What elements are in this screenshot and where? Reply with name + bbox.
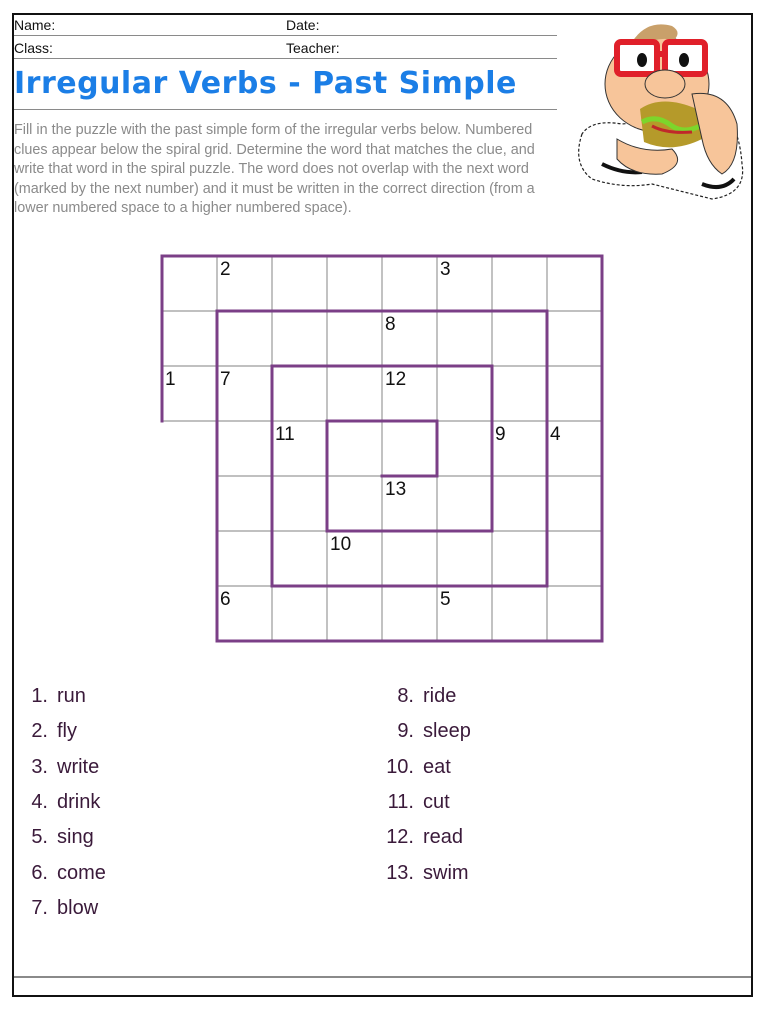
clue-item bbox=[376, 685, 456, 708]
clue-item bbox=[376, 791, 450, 814]
clue-item bbox=[20, 862, 106, 885]
clue-word: blow bbox=[57, 896, 99, 919]
clue-item bbox=[20, 897, 98, 920]
cell-number: 11 bbox=[275, 424, 295, 445]
cell-number: 5 bbox=[440, 589, 451, 610]
clue-item bbox=[20, 826, 94, 849]
clue-word: swim bbox=[423, 861, 469, 884]
cell-number: 1 bbox=[165, 369, 176, 390]
cell-number: 9 bbox=[495, 424, 506, 445]
cell-number: 12 bbox=[385, 369, 407, 390]
cell-number: 8 bbox=[385, 314, 396, 335]
clue-item bbox=[20, 756, 99, 779]
date-label: Date: bbox=[286, 17, 320, 33]
clue-number: 10. bbox=[386, 755, 414, 778]
clue-number: 7. bbox=[31, 896, 48, 919]
cell-number: 3 bbox=[440, 259, 451, 280]
clue-number: 2. bbox=[31, 720, 48, 743]
clue-word: fly bbox=[57, 720, 77, 743]
clue-number: 8. bbox=[397, 685, 414, 707]
clue-item bbox=[20, 791, 100, 814]
clue-word: ride bbox=[423, 685, 457, 707]
cell-number: 6 bbox=[220, 589, 231, 610]
clue-word: write bbox=[57, 755, 100, 778]
clue-word: read bbox=[423, 826, 464, 849]
name-label: Name: bbox=[14, 17, 56, 33]
cell-number: 13 bbox=[385, 479, 407, 500]
clue-item bbox=[376, 862, 469, 885]
clue-word: come bbox=[57, 861, 106, 884]
clue-word: cut bbox=[423, 790, 450, 813]
clue-number: 13. bbox=[386, 861, 414, 884]
clue-word: run bbox=[57, 685, 86, 707]
cell-number: 10 bbox=[330, 534, 352, 555]
cell-number: 2 bbox=[220, 259, 231, 280]
clue-number: 3. bbox=[31, 755, 48, 778]
clue-item bbox=[20, 720, 77, 743]
teacher-label: Teacher: bbox=[286, 40, 340, 56]
clue-number: 4. bbox=[31, 790, 48, 813]
clue-item bbox=[376, 720, 471, 743]
class-label: Class: bbox=[14, 40, 53, 56]
clue-word: drink bbox=[57, 790, 101, 813]
footer-line bbox=[14, 976, 751, 978]
clue-item bbox=[376, 756, 451, 779]
clue-word: sleep bbox=[423, 720, 471, 743]
clue-number: 12. bbox=[386, 826, 414, 849]
clue-word: eat bbox=[423, 755, 451, 778]
clue-number: 1. bbox=[31, 685, 48, 707]
cell-number: 7 bbox=[220, 369, 231, 390]
clue-word: sing bbox=[57, 826, 94, 849]
instructions-text: Fill in the puzzle with the past simple form of the irregular verbs below. Numbered clues appear below the spiral grid. Determine the word that matches the clue, and write that word in the spiral puzzle. The word does not overlap with the next word (marked by the next number) and it must be written in the correct direction (from a lower numbered space to a higher numbered space). bbox=[14, 122, 535, 217]
clue-number: 9. bbox=[397, 720, 414, 743]
clue-item bbox=[20, 685, 86, 708]
page-title: Irregular Verbs - Past Simple bbox=[14, 66, 517, 101]
clue-number: 11. bbox=[387, 790, 414, 813]
clue-number: 6. bbox=[31, 861, 48, 884]
clue-item bbox=[376, 826, 463, 849]
cell-number: 4 bbox=[550, 424, 561, 445]
clue-number: 5. bbox=[31, 826, 48, 849]
